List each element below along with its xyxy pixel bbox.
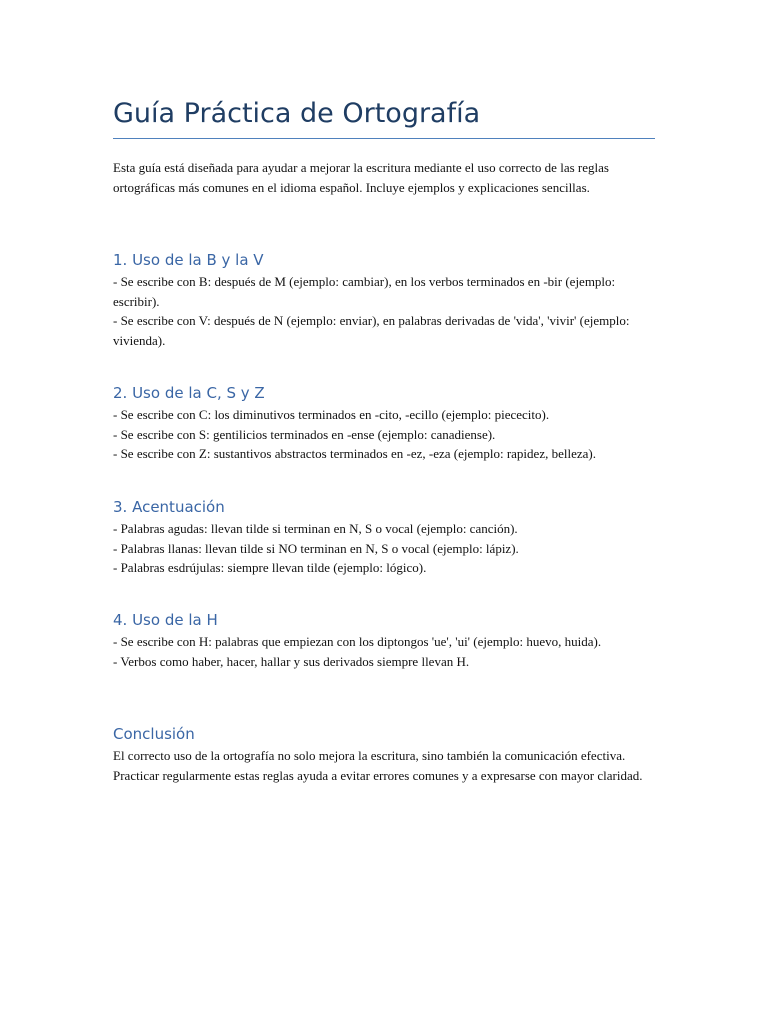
section-heading: 4. Uso de la H <box>113 611 218 629</box>
section-line: - Se escribe con B: después de M (ejemplo: cambiar), en los verbos terminados en -bir (ejemplo: escribir). <box>113 274 616 309</box>
intro-section <box>113 158 655 198</box>
section-line: - Palabras esdrújulas: siempre llevan tilde (ejemplo: lógico). <box>113 560 427 575</box>
section-conclusion <box>113 724 655 785</box>
conclusion-paragraph: El correcto uso de la ortografía no solo mejora la escritura, sino también la comunicación efectiva. Practicar regularmente estas reglas ayuda a evitar errores comunes y a expresarse con mayor claridad. <box>113 748 643 783</box>
section-acentuacion <box>113 497 655 578</box>
section-b-v <box>113 250 655 350</box>
document-title: Guía Práctica de Ortografía <box>113 98 481 129</box>
section-line: - Palabras llanas: llevan tilde si NO terminan en N, S o vocal (ejemplo: lápiz). <box>113 540 519 556</box>
section-line: - Se escribe con C: los diminutivos terminados en -cito, -ecillo (ejemplo: piececito). <box>113 407 550 422</box>
section-heading: Conclusión <box>113 725 195 743</box>
section-h <box>113 610 655 671</box>
section-heading: 1. Uso de la B y la V <box>113 251 264 269</box>
section-line: - Palabras agudas: llevan tilde si terminan en N, S o vocal (ejemplo: canción). <box>113 521 518 536</box>
section-line: - Verbos como haber, hacer, hallar y sus derivados siempre llevan H. <box>113 653 470 669</box>
section-heading: 3. Acentuación <box>113 498 225 516</box>
section-line: - Se escribe con Z: sustantivos abstractos terminados en -ez, -eza (ejemplo: rapidez, belleza). <box>113 446 596 461</box>
section-line: - Se escribe con S: gentilicios terminados en -ense (ejemplo: canadiense). <box>113 426 496 442</box>
section-heading: 2. Uso de la C, S y Z <box>113 384 265 402</box>
section-c-s-z <box>113 383 655 464</box>
section-line: - Se escribe con V: después de N (ejemplo: enviar), en palabras derivadas de 'vida', 'vivir' (ejemplo: vivienda). <box>113 313 630 348</box>
intro-paragraph: Esta guía está diseñada para ayudar a mejorar la escritura mediante el uso correcto de las reglas ortográficas más comunes en el idioma español. Incluye ejemplos y explicaciones sencillas. <box>113 160 609 195</box>
title-divider <box>113 138 655 139</box>
section-line: - Se escribe con H: palabras que empiezan con los diptongos 'ue', 'ui' (ejemplo: huevo, huida). <box>113 634 602 649</box>
